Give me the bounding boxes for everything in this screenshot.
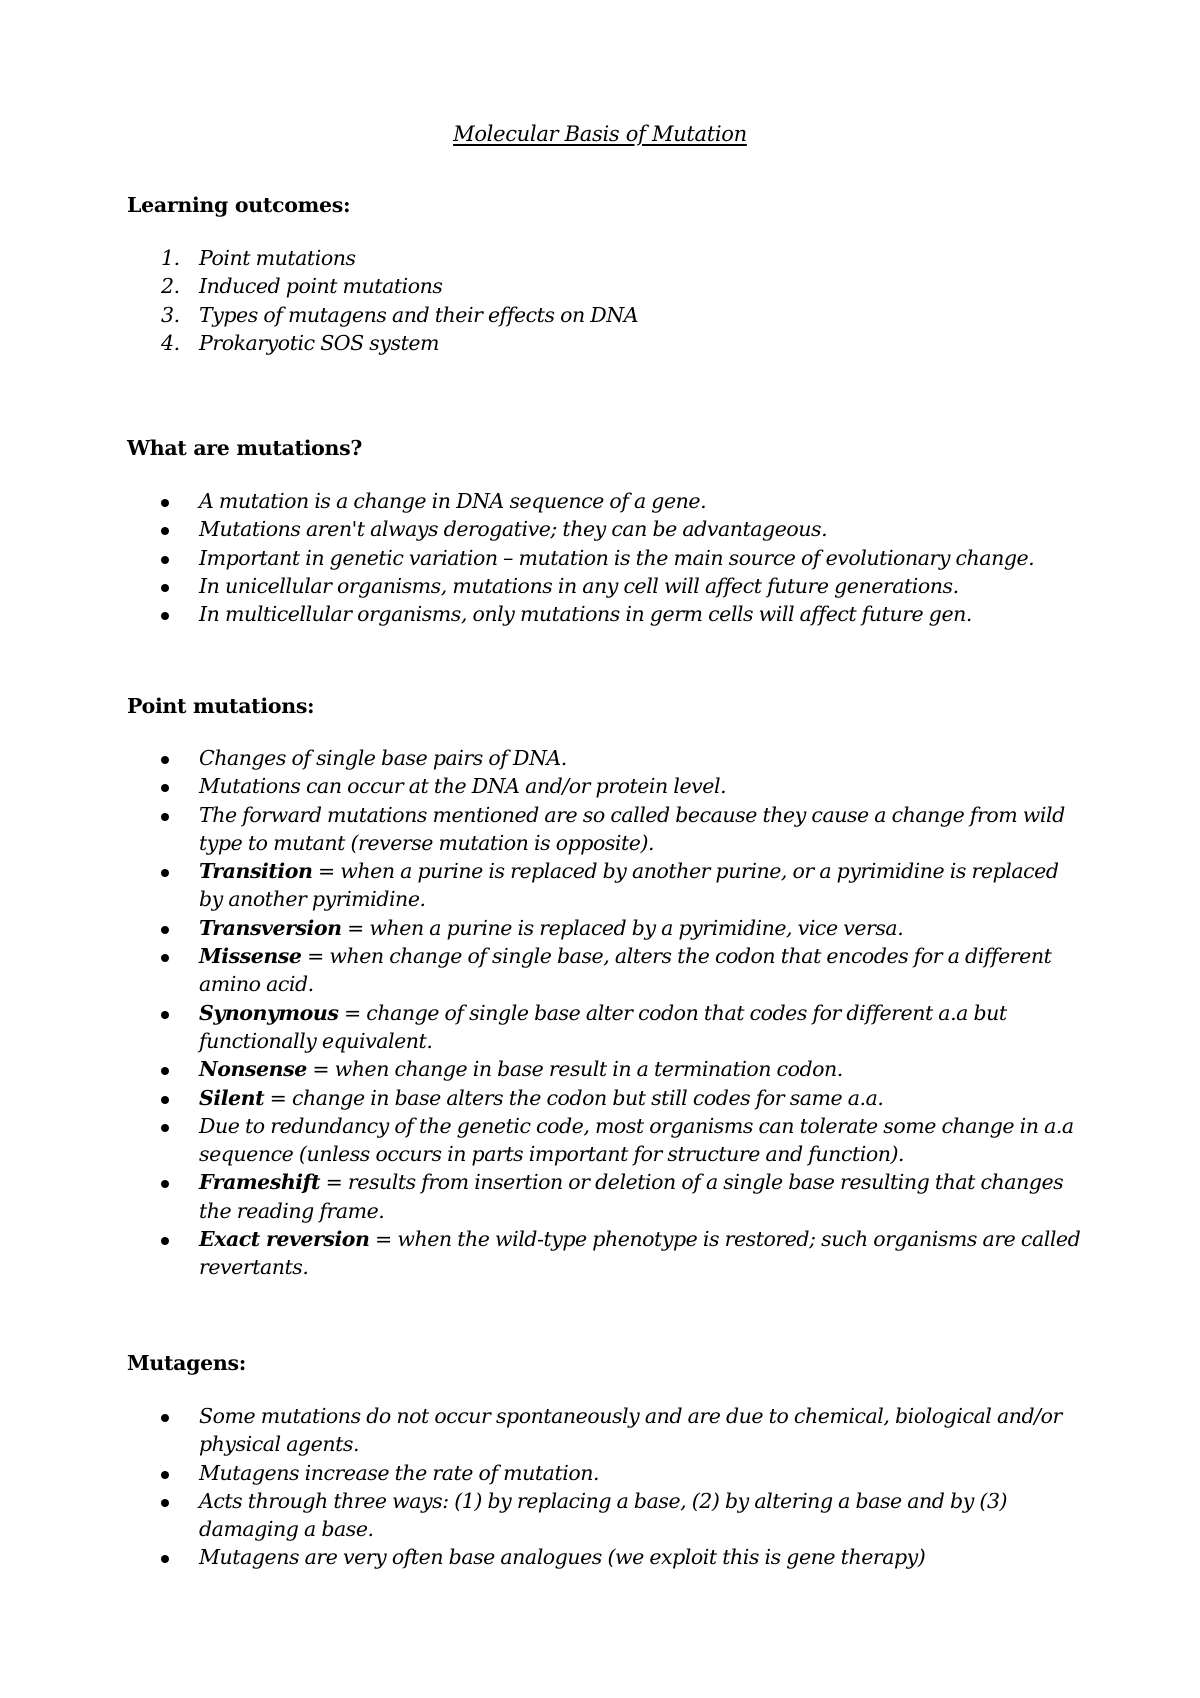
list-item-text: = change of single base alter codon that codes for different a.a but functionally equivalent. [199,1000,1007,1053]
list-item [127,801,1087,858]
term-label: Frameshift [199,1170,321,1195]
list-item [127,572,1087,600]
list-item [127,772,1087,800]
bullet-icon [161,527,169,535]
mutagens-heading: Mutagens: [127,1351,247,1375]
list-item [127,1487,1087,1544]
bullet-icon [161,584,169,592]
list-item [127,544,1087,572]
list-number: 2. [161,274,180,299]
list-item-text: = change in base alters the codon but still codes for same a.a. [264,1085,884,1110]
list-item [127,329,1087,357]
list-item [127,1112,1087,1169]
list-item-text: Mutagens increase the rate of mutation. [199,1460,600,1485]
term-label: Transversion [199,915,342,940]
list-item-text: In multicellular organisms, only mutations in germ cells will affect future gen. [199,602,972,627]
list-number: 3. [161,302,180,327]
list-item-text: Point mutations [199,246,356,270]
list-item [127,1225,1087,1282]
list-item [127,272,1087,300]
point-mutations-list [127,744,1087,1282]
list-item-text: = results from insertion or deletion of a single base resulting that changes the reading frame. [199,1170,1064,1223]
list-item [127,999,1087,1056]
bullet-icon [161,1011,169,1019]
list-item [127,1055,1087,1083]
list-item [127,1543,1087,1571]
list-item-text: A mutation is a change in DNA sequence of a gene. [199,489,707,513]
list-item-text: Some mutations do not occur spontaneously and are due to chemical, biological and/or physical agents. [199,1404,1062,1457]
list-item [127,744,1087,772]
list-item [127,942,1087,999]
list-item-text: Prokaryotic SOS system [199,330,440,355]
list-item [127,487,1087,515]
list-number: 1. [161,246,180,270]
bullet-icon [161,1067,169,1075]
learning-outcomes-heading: Learning outcomes: [127,193,351,217]
list-item [127,600,1087,628]
bullet-icon [161,756,169,764]
list-item [127,1402,1087,1459]
list-number: 4. [161,330,180,355]
bullet-icon [161,1237,169,1245]
list-item-text: The forward mutations mentioned are so called because they cause a change from wild type to mutant (reverse mutation is opposite). [199,802,1065,855]
list-item [127,914,1087,942]
learning-outcomes-list [127,244,1087,357]
bullet-icon [161,926,169,934]
bullet-icon [161,1471,169,1479]
bullet-icon [161,1124,169,1132]
bullet-icon [161,1414,169,1422]
list-item-text: Mutations can occur at the DNA and/or protein level. [199,774,727,799]
term-label: Nonsense [199,1057,307,1082]
list-item-text: Due to redundancy of the genetic code, most organisms can tolerate some change in a.a sequence (unless occurs in parts important for structure and function). [199,1113,1074,1167]
term-label: Missense [199,944,302,969]
list-item-text: Changes of single base pairs of DNA. [199,746,567,770]
bullet-icon [161,499,169,507]
bullet-icon [161,556,169,564]
list-item-text: Types of mutagens and their effects on DNA [199,302,639,327]
list-item-text: = when change of single base, alters the codon that encodes for a different amino acid. [199,944,1052,997]
list-item [127,1084,1087,1112]
list-item-text: In unicellular organisms, mutations in any cell will affect future generations. [199,573,959,598]
list-item [127,515,1087,543]
term-label: Transition [199,859,313,884]
bullet-icon [161,1096,169,1104]
list-item-text: = when a purine is replaced by a pyrimidine, vice versa. [341,915,904,940]
what-are-mutations-list [127,487,1087,628]
page-title: Molecular Basis of Mutation [453,122,747,146]
what-are-mutations-heading: What are mutations? [127,436,363,460]
list-item-text: = when a purine is replaced by another purine, or a pyrimidine is replaced by another pyrimidine. [199,859,1059,912]
list-item-text: Acts through three ways: (1) by replacing a base, (2) by altering a base and by (3) damaging a base. [199,1488,1008,1542]
mutagens-list [127,1402,1087,1572]
bullet-icon [161,1180,169,1188]
list-item [127,244,1087,272]
list-item-text: = when change in base result in a termination codon. [306,1057,843,1082]
point-mutations-heading: Point mutations: [127,694,315,718]
bullet-icon [161,813,169,821]
list-item-text: Mutagens are very often base analogues (we exploit this is gene therapy) [199,1545,926,1570]
bullet-icon [161,612,169,620]
list-item-text: = when the wild-type phenotype is restored; such organisms are called revertants. [199,1227,1081,1280]
bullet-icon [161,1555,169,1563]
list-item [127,301,1087,329]
list-item [127,1459,1087,1487]
bullet-icon [161,869,169,877]
bullet-icon [161,1499,169,1507]
list-item-text: Induced point mutations [199,274,443,299]
list-item-text: Important in genetic variation – mutation is the main source of evolutionary change. [199,545,1035,570]
term-label: Silent [199,1085,265,1110]
term-label: Synonymous [199,1000,339,1025]
list-item-text: Mutations aren't always derogative; they can be advantageous. [199,517,828,542]
list-item [127,1168,1087,1225]
term-label: Exact reversion [199,1227,370,1252]
bullet-icon [161,784,169,792]
bullet-icon [161,954,169,962]
list-item [127,857,1087,914]
